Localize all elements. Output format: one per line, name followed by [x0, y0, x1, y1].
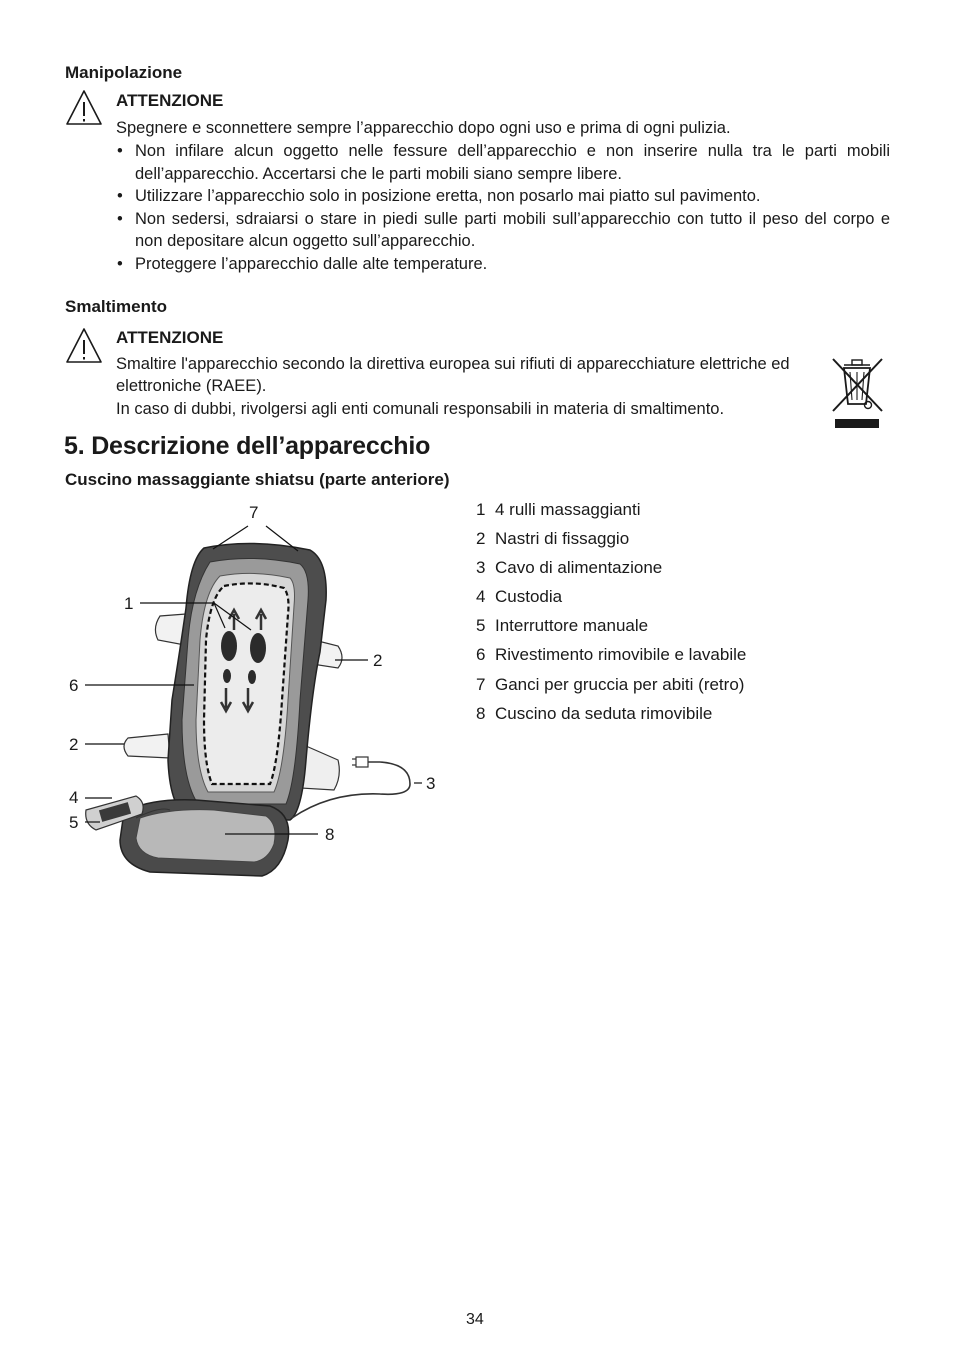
legend-number: 3: [476, 558, 486, 577]
warning-intro: Spegnere e sconnettere sempre l’apparecchio dopo ogni uso e prima di ogni pulizia.: [116, 119, 731, 137]
legend-item: [476, 616, 648, 636]
legend-label: Ganci per gruccia per abiti (retro): [495, 675, 745, 694]
legend-number: 1: [476, 500, 486, 519]
warning-bullet-list: [116, 140, 890, 275]
legend-number: 8: [476, 704, 486, 723]
subsection-title: Cuscino massaggiante shiatsu (parte anteriore): [65, 470, 450, 489]
callout-2: 2: [69, 735, 79, 754]
callout-2: 2: [373, 651, 383, 670]
legend-number: 4: [476, 587, 486, 606]
legend-item: [476, 558, 662, 578]
callout-1: 1: [124, 594, 134, 613]
legend-item: [476, 500, 641, 520]
legend-number: 2: [476, 529, 486, 548]
bullet-item: • Non infilare alcun oggetto nelle fessure dell’apparecchio e non inserire nulla tra le parti mobili dell’apparecchio. Accertarsi che le parti mobili siano sempre libere.: [116, 140, 890, 185]
section-heading-description: 5. Descrizione dell’apparecchio: [64, 432, 431, 460]
legend-label: Cavo di alimentazione: [495, 558, 663, 577]
callout-8: 8: [325, 825, 335, 844]
legend-number: 6: [476, 645, 486, 664]
legend-label: Rivestimento rimovibile e lavabile: [495, 645, 747, 664]
section-title-handling: Manipolazione: [65, 63, 183, 82]
legend-label: 4 rulli massaggianti: [495, 500, 641, 519]
warning-triangle-icon: [64, 326, 104, 366]
legend-item: [476, 529, 629, 549]
massage-cushion-illustration: [60, 498, 460, 890]
callout-3: 3: [426, 774, 436, 793]
callout-6: 6: [69, 676, 79, 695]
warning-triangle-icon: [64, 88, 104, 128]
bullet-item: • Utilizzare l’apparecchio solo in posizione eretta, non posarlo mai piatto sul pavimento.: [116, 185, 890, 208]
legend-label: Interruttore manuale: [495, 616, 649, 635]
legend-item: [476, 587, 562, 607]
callout-7: 7: [249, 503, 259, 522]
legend-item: [476, 645, 746, 665]
warning-title: ATTENZIONE: [116, 328, 224, 347]
page-number: 34: [466, 1311, 484, 1328]
legend-label: Cuscino da seduta rimovibile: [495, 704, 713, 723]
disposal-text-1: Smaltire l'apparecchio secondo la direttiva europea sui rifiuti di apparecchiature elettriche ed elettroniche (RAEE).: [116, 355, 790, 395]
legend-label: Custodia: [495, 587, 563, 606]
warning-title: ATTENZIONE: [116, 91, 224, 110]
bullet-item: • Non sedersi, sdraiarsi o stare in piedi sulle parti mobili sull’apparecchio con tutto il peso del corpo e non depositare alcun oggetto sull’apparecchio.: [116, 208, 890, 253]
legend-item: [476, 704, 712, 724]
legend-number: 7: [476, 675, 486, 694]
legend-number: 5: [476, 616, 486, 635]
callout-5: 5: [69, 813, 79, 832]
legend-item: [476, 675, 744, 695]
disposal-text-2: In caso di dubbi, rivolgersi agli enti comunali responsabili in materia di smaltimento.: [116, 400, 725, 418]
section-title-disposal: Smaltimento: [65, 297, 168, 316]
weee-crossed-bin-icon: [830, 355, 886, 431]
bullet-item: • Proteggere l’apparecchio dalle alte temperature.: [116, 253, 890, 276]
legend-label: Nastri di fissaggio: [495, 529, 630, 548]
callout-4: 4: [69, 788, 79, 807]
